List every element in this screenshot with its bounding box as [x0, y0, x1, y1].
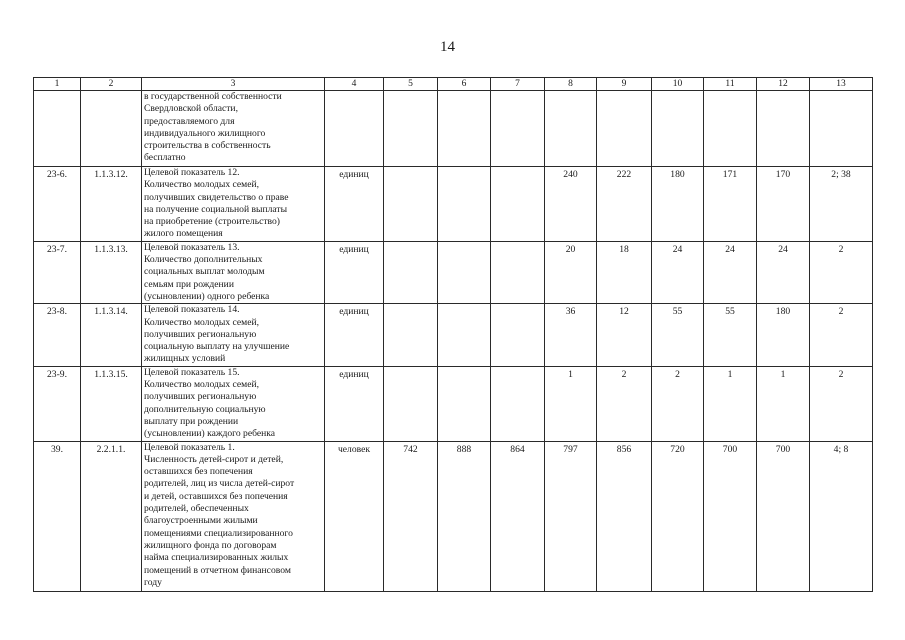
value-cell: 24 [652, 241, 704, 303]
value-cell [491, 304, 545, 366]
indicator-name-cell: в государственной собственности Свердловской области, предоставляемого для индивидуального жилищного строительства в собственность бесплатно [142, 91, 325, 167]
column-header: 2 [81, 78, 142, 91]
column-header: 3 [142, 78, 325, 91]
column-header: 4 [325, 78, 384, 91]
value-cell: 12 [597, 304, 652, 366]
indicator-code-cell: 1.1.3.12. [81, 167, 142, 242]
value-cell: 2 [597, 366, 652, 441]
value-cell: 24 [757, 241, 810, 303]
unit-cell: единиц [325, 304, 384, 366]
value-cell [438, 91, 491, 167]
row-number-cell: 39. [34, 441, 81, 591]
value-cell [491, 241, 545, 303]
value-cell: 180 [757, 304, 810, 366]
unit-cell: единиц [325, 366, 384, 441]
table-row [34, 241, 873, 303]
value-cell: 856 [597, 441, 652, 591]
column-header: 5 [384, 78, 438, 91]
indicator-code-cell: 1.1.3.13. [81, 241, 142, 303]
value-cell: 55 [704, 304, 757, 366]
value-cell: 797 [545, 441, 597, 591]
value-cell [384, 366, 438, 441]
value-cell: 55 [652, 304, 704, 366]
value-cell: 2 [652, 366, 704, 441]
value-cell: 742 [384, 441, 438, 591]
value-cell: 20 [545, 241, 597, 303]
value-cell: 888 [438, 441, 491, 591]
table-row [34, 441, 873, 591]
column-header: 13 [810, 78, 873, 91]
value-cell: 170 [757, 167, 810, 242]
indicator-code-cell [81, 91, 142, 167]
source-cell: 2 [810, 304, 873, 366]
column-header: 10 [652, 78, 704, 91]
value-cell: 18 [597, 241, 652, 303]
source-cell: 2 [810, 366, 873, 441]
source-cell: 2; 38 [810, 167, 873, 242]
indicator-name-cell: Целевой показатель 14. Количество молодых семей, получивших региональную социальную выплату на улучшение жилищных условий [142, 304, 325, 366]
header-row [34, 78, 873, 91]
value-cell: 240 [545, 167, 597, 242]
value-cell [438, 241, 491, 303]
value-cell: 222 [597, 167, 652, 242]
value-cell: 36 [545, 304, 597, 366]
table-row [34, 304, 873, 366]
column-header: 11 [704, 78, 757, 91]
source-cell: 2 [810, 241, 873, 303]
value-cell: 864 [491, 441, 545, 591]
unit-cell: единиц [325, 167, 384, 242]
unit-cell: человек [325, 441, 384, 591]
indicator-code-cell: 1.1.3.15. [81, 366, 142, 441]
column-header: 6 [438, 78, 491, 91]
value-cell [438, 304, 491, 366]
value-cell [652, 91, 704, 167]
row-number-cell [34, 91, 81, 167]
value-cell [704, 91, 757, 167]
row-number-cell: 23-9. [34, 366, 81, 441]
value-cell [384, 241, 438, 303]
value-cell [757, 91, 810, 167]
column-header: 9 [597, 78, 652, 91]
value-cell [438, 366, 491, 441]
column-header: 12 [757, 78, 810, 91]
value-cell [491, 91, 545, 167]
row-number-cell: 23-6. [34, 167, 81, 242]
value-cell: 180 [652, 167, 704, 242]
value-cell [491, 167, 545, 242]
value-cell: 1 [704, 366, 757, 441]
column-header: 1 [34, 78, 81, 91]
indicator-name-cell: Целевой показатель 1. Численность детей-сирот и детей, оставшихся без попечения родителей, лиц из числа детей-сирот и детей, оставшихся без попечения родителей, обеспеченных благоустроенными жилыми помещениями специализированного жилищного фонда по договорам найма специализированных жилых помещений в отчетном финансовом году [142, 441, 325, 591]
value-cell [384, 167, 438, 242]
value-cell: 700 [757, 441, 810, 591]
indicator-code-cell: 1.1.3.14. [81, 304, 142, 366]
unit-cell: единиц [325, 241, 384, 303]
table-row [34, 366, 873, 441]
value-cell [597, 91, 652, 167]
value-cell [384, 304, 438, 366]
column-header: 7 [491, 78, 545, 91]
unit-cell [325, 91, 384, 167]
value-cell: 1 [757, 366, 810, 441]
source-cell: 4; 8 [810, 441, 873, 591]
value-cell: 700 [704, 441, 757, 591]
value-cell: 720 [652, 441, 704, 591]
value-cell: 24 [704, 241, 757, 303]
value-cell [384, 91, 438, 167]
page-number: 14 [440, 39, 455, 55]
table-row [34, 91, 873, 167]
value-cell [545, 91, 597, 167]
value-cell [438, 167, 491, 242]
indicators-table [33, 77, 873, 592]
source-cell [810, 91, 873, 167]
indicator-name-cell: Целевой показатель 15. Количество молодых семей, получивших региональную дополнительную социальную выплату при рождении (усыновлении) каждого ребенка [142, 366, 325, 441]
indicator-code-cell: 2.2.1.1. [81, 441, 142, 591]
indicator-name-cell: Целевой показатель 12. Количество молодых семей, получивших свидетельство о праве на получение социальной выплаты на приобретение (строительство) жилого помещения [142, 167, 325, 242]
column-header: 8 [545, 78, 597, 91]
table-row [34, 167, 873, 242]
value-cell: 171 [704, 167, 757, 242]
value-cell [491, 366, 545, 441]
row-number-cell: 23-8. [34, 304, 81, 366]
indicator-name-cell: Целевой показатель 13. Количество дополнительных социальных выплат молодым семьям при рождении (усыновлении) одного ребенка [142, 241, 325, 303]
row-number-cell: 23-7. [34, 241, 81, 303]
value-cell: 1 [545, 366, 597, 441]
